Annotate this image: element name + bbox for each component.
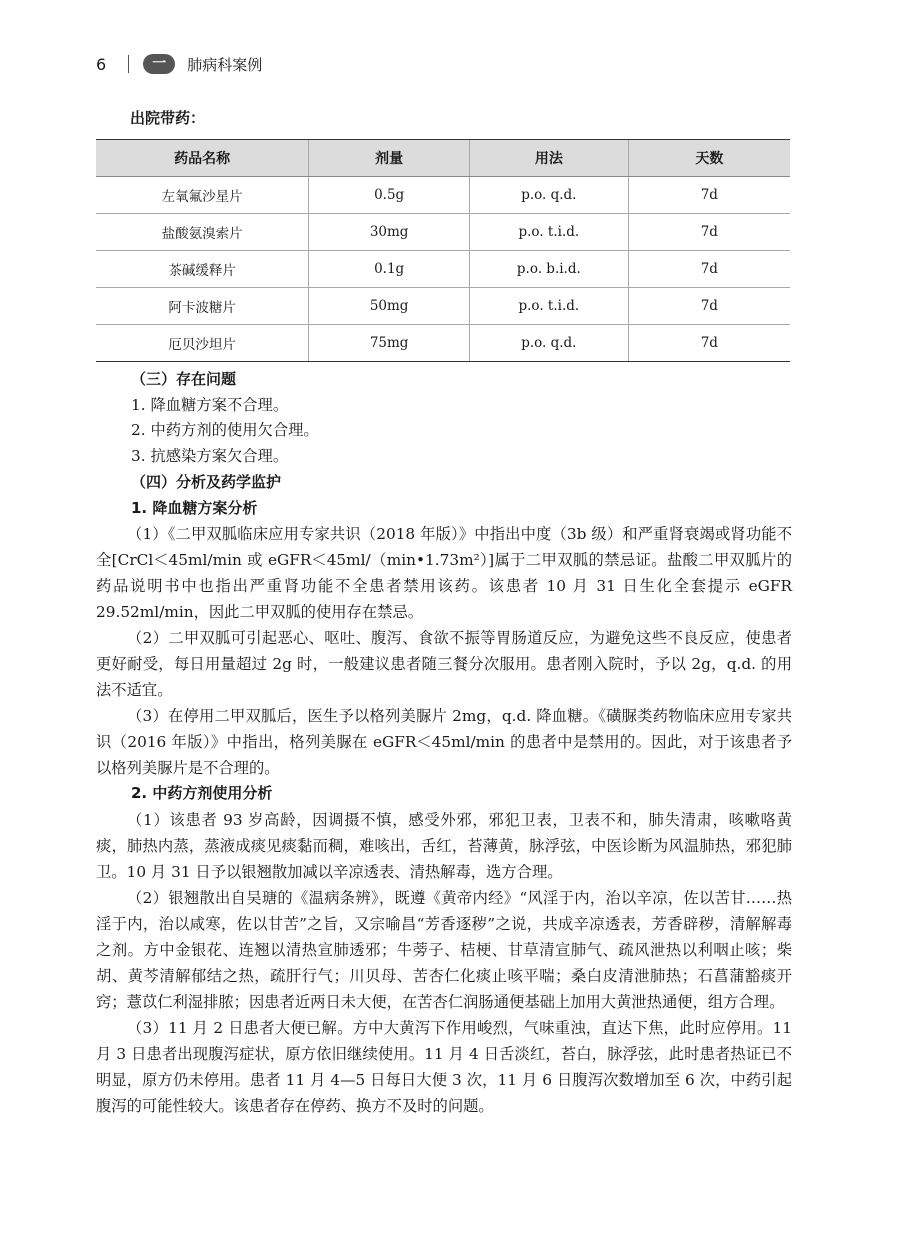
header-divider bbox=[128, 55, 129, 73]
discharge-meds-title: 出院带药： bbox=[130, 109, 206, 127]
cell-days: 7d bbox=[628, 251, 790, 288]
section-heading-analysis: （四）分析及药学监护 bbox=[131, 472, 282, 491]
paragraph: （3）11 月 2 日患者大便已解。方中大黄泻下作用峻烈，气味重浊，直达下焦，此时应停用。11 月 3 日患者出现腹泻症状，原方依旧继续使用。11 月 4 日舌淡红，苔白，脉浮弦，此时患者热证已不明显，原方仍未停用。患者 11 月 4—5 日每日大便 3 次，11 月 6 日腹泻次数增加至 6 次，中药引起腹泻的可能性较大。该患者存在停药、换方不及时的问题。 bbox=[96, 1018, 792, 1115]
table-header-row bbox=[96, 140, 790, 177]
cell-name: 厄贝沙坦片 bbox=[96, 325, 309, 362]
cell-dose: 0.5g bbox=[309, 177, 470, 214]
discharge-meds-table bbox=[96, 139, 790, 362]
table-row bbox=[96, 288, 790, 325]
paragraph: （1）该患者 93 岁高龄，因调摄不慎，感受外邪，邪犯卫表，卫表不和，肺失清肃，咳嗽咯黄痰，肺热内蒸，蒸液成痰见痰黏而稠，难咳出，舌红，苔薄黄，脉浮弦，中医诊断为风温肺热，邪犯肺卫。10 月 31 日予以银翘散加减以辛凉透表、清热解毒，选方合理。 bbox=[96, 810, 792, 881]
cell-usage: p.o. t.i.d. bbox=[470, 214, 629, 251]
cell-days: 7d bbox=[628, 177, 790, 214]
paragraph: （1）《二甲双胍临床应用专家共识（2018 年版）》中指出中度（3b 级）和严重肾衰竭或肾功能不全[CrCl＜45ml/min 或 eGFR＜45ml/（min•1.73m²）]属于二甲双胍的禁忌证。盐酸二甲双胍片的药品说明书中也指出严重肾功能不全患者禁用该药。该患者 10 月 31 日生化全套提示 eGFR 29.52ml/min，因此二甲双胍的使用存在禁忌。 bbox=[96, 525, 792, 622]
section-heading-problems: （三）存在问题 bbox=[131, 370, 237, 388]
cell-usage: p.o. t.i.d. bbox=[470, 288, 629, 325]
col-header-days: 天数 bbox=[628, 140, 790, 177]
cell-usage: p.o. b.i.d. bbox=[470, 251, 629, 288]
chapter-title: 肺病科案例 bbox=[187, 55, 263, 74]
paragraph: （2）二甲双胍可引起恶心、呕吐、腹泻、食欲不振等胃肠道反应，为避免这些不良反应，使患者更好耐受，每日用量超过 2g 时，一般建议患者随三餐分次服用。患者刚入院时，予以 2g，q.d. 的用法不适宜。 bbox=[96, 629, 792, 700]
cell-days: 7d bbox=[628, 288, 790, 325]
page-number: 6 bbox=[96, 54, 107, 74]
cell-dose: 30mg bbox=[309, 214, 470, 251]
table-row bbox=[96, 325, 790, 362]
table-row bbox=[96, 251, 790, 288]
subsection-heading-tcm: 2. 中药方剂使用分析 bbox=[131, 784, 273, 803]
cell-name: 左氧氟沙星片 bbox=[96, 177, 309, 214]
problem-item: 1. 降血糖方案不合理。 bbox=[131, 395, 289, 414]
cell-name: 阿卡波糖片 bbox=[96, 288, 309, 325]
col-header-usage: 用法 bbox=[470, 140, 629, 177]
problem-item: 2. 中药方剂的使用欠合理。 bbox=[131, 421, 319, 440]
table-row bbox=[96, 177, 790, 214]
problem-item: 3. 抗感染方案欠合理。 bbox=[131, 447, 289, 466]
cell-name: 盐酸氨溴索片 bbox=[96, 214, 309, 251]
subsection-heading-glucose: 1. 降血糖方案分析 bbox=[131, 498, 258, 517]
chapter-badge: 一 bbox=[143, 54, 175, 74]
cell-days: 7d bbox=[628, 325, 790, 362]
cell-usage: p.o. q.d. bbox=[470, 325, 629, 362]
paragraph: （3）在停用二甲双胍后，医生予以格列美脲片 2mg，q.d. 降血糖。《磺脲类药物临床应用专家共识（2016 年版）》中指出，格列美脲在 eGFR＜45ml/min 的患者中是禁用的。因此，对于该患者予以格列美脲片是不合理的。 bbox=[96, 707, 792, 778]
cell-dose: 0.1g bbox=[309, 251, 470, 288]
cell-usage: p.o. q.d. bbox=[470, 177, 629, 214]
body-text bbox=[96, 367, 792, 1119]
page-header bbox=[96, 52, 262, 76]
col-header-name: 药品名称 bbox=[96, 140, 309, 177]
table-row bbox=[96, 214, 790, 251]
col-header-dose: 剂量 bbox=[309, 140, 470, 177]
paragraph: （2）银翘散出自吴瑭的《温病条辨》，既遵《黄帝内经》“风淫于内，治以辛凉，佐以苦甘……热淫于内，治以咸寒，佐以甘苦”之旨，又宗喻昌“芳香逐秽”之说，共成辛凉透表，芳香辟秽，清解解毒之剂。方中金银花、连翘以清热宣肺透邪；牛蒡子、桔梗、甘草清宣肺气、疏风泄热以利咽止咳；柴胡、黄芩清解郁结之热，疏肝行气；川贝母、苦杏仁化痰止咳平喘；桑白皮清泄肺热；石菖蒲豁痰开窍；薏苡仁利湿排脓；因患者近两日未大便，在苦杏仁润肠通便基础上加用大黄泄热通便，组方合理。 bbox=[96, 888, 792, 1011]
cell-dose: 50mg bbox=[309, 288, 470, 325]
cell-name: 茶碱缓释片 bbox=[96, 251, 309, 288]
cell-days: 7d bbox=[628, 214, 790, 251]
cell-dose: 75mg bbox=[309, 325, 470, 362]
